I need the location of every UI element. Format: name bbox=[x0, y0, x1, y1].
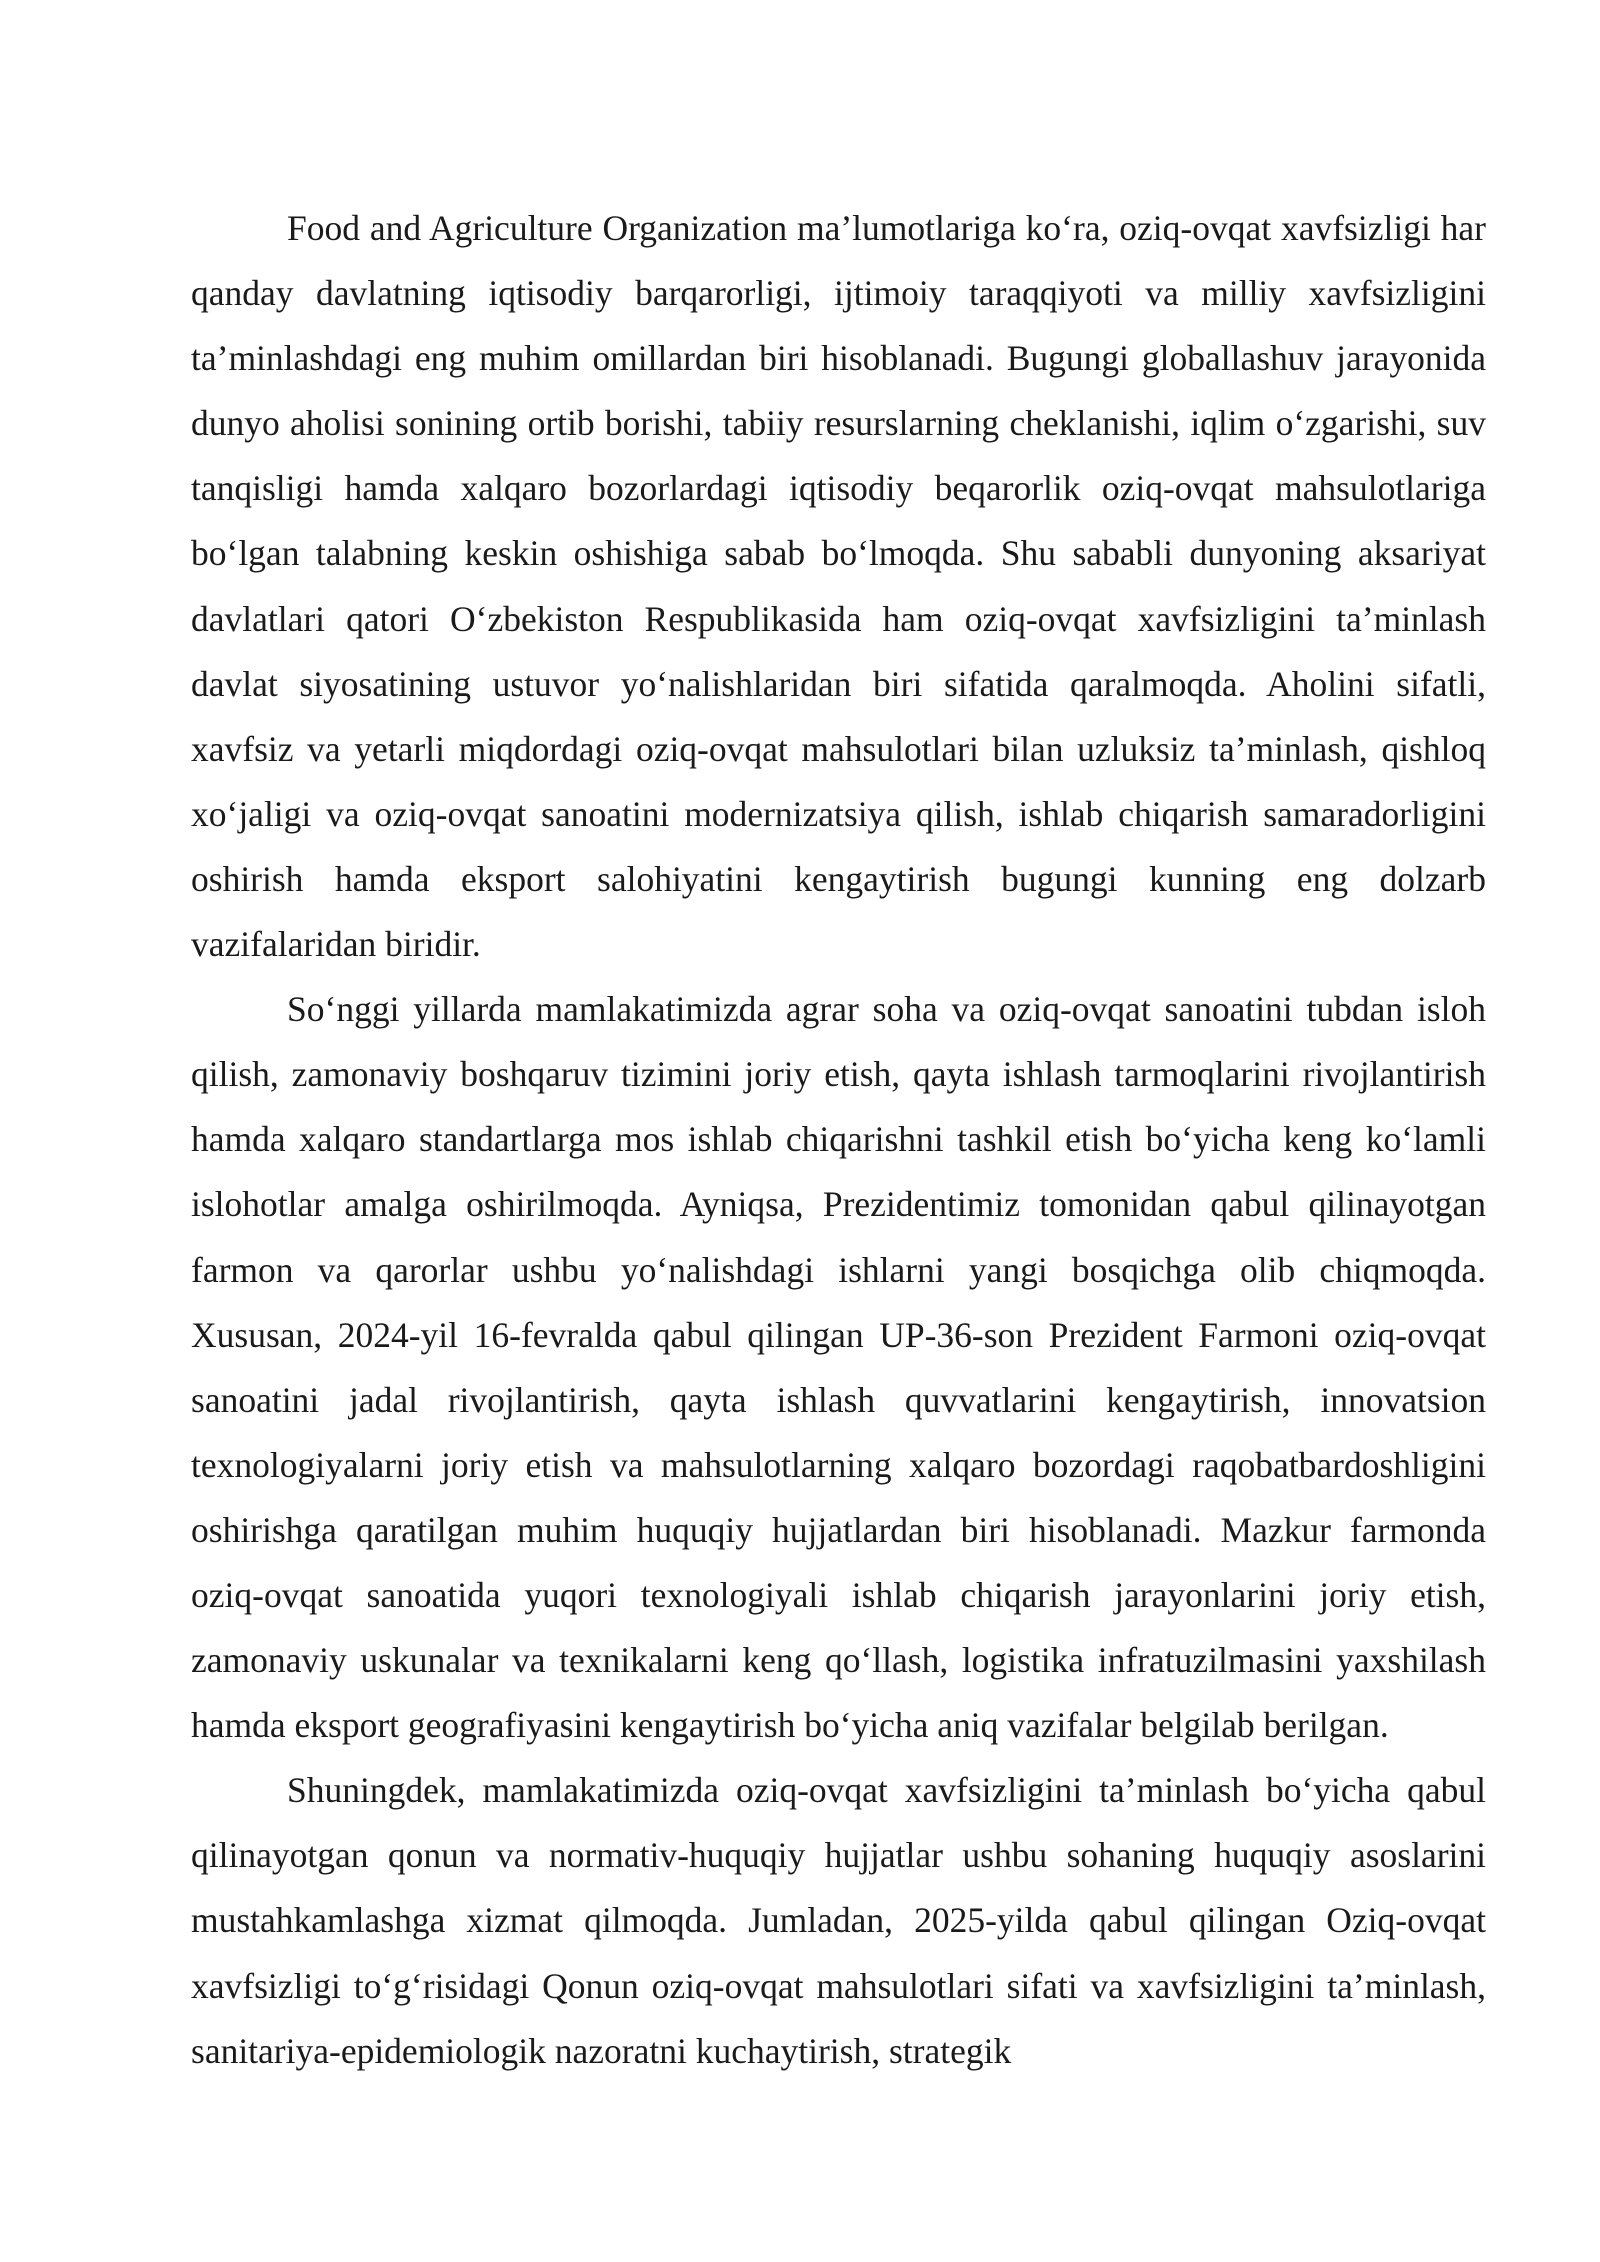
paragraph-3: Shuningdek, mamlakatimizda oziq-ovqat xavfsizligini ta’minlash bo‘yicha qabul qilinayotgan qonun va normativ-huquqiy hujjatlar ushbu sohaning huquqiy asoslarini mustahkamlashga xizmat qilmoqda. Jumladan, 2025-yilda qabul qilingan Oziq-ovqat xavfsizligi to‘g‘risidagi Qonun oziq-ovqat mahsulotlari sifati va xavfsizligini ta’minlash, sanitariya-epidemiologik nazoratni kuchaytirish, strategik bbox=[191, 1770, 1486, 2071]
document-body bbox=[191, 196, 1486, 2084]
paragraph-1: Food and Agriculture Organization ma’lumotlariga ko‘ra, oziq-ovqat xavfsizligi har qanday davlatning iqtisodiy barqarorligi, ijtimoiy taraqqiyoti va milliy xavfsizligini ta’minlashdagi eng muhim omillardan biri hisoblanadi. Bugungi globallashuv jarayonida dunyo aholisi sonining ortib borishi, tabiiy resurslarning cheklanishi, iqlim o‘zgarishi, suv tanqisligi hamda xalqaro bozorlardagi iqtisodiy beqarorlik oziq-ovqat mahsulotlariga bo‘lgan talabning keskin oshishiga sabab bo‘lmoqda. Shu sababli dunyoning aksariyat davlatlari qatori O‘zbekiston Respublikasida ham oziq-ovqat xavfsizligini ta’minlash davlat siyosatining ustuvor yo‘nalishlaridan biri sifatida qaralmoqda. Aholini sifatli, xavfsiz va yetarli miqdordagi oziq-ovqat mahsulotlari bilan uzluksiz ta’minlash, qishloq xo‘jaligi va oziq-ovqat sanoatini modernizatsiya qilish, ishlab chiqarish samaradorligini oshirish hamda eksport salohiyatini kengaytirish bugungi kunning eng dolzarb vazifalaridan biridir. bbox=[191, 208, 1486, 965]
paragraph-2: So‘nggi yillarda mamlakatimizda agrar soha va oziq-ovqat sanoatini tubdan isloh qilish, zamonaviy boshqaruv tizimini joriy etish, qayta ishlash tarmoqlarini rivojlantirish hamda xalqaro standartlarga mos ishlab chiqarishni tashkil etish bo‘yicha keng ko‘lamli islohotlar amalga oshirilmoqda. Ayniqsa, Prezidentimiz tomonidan qabul qilinayotgan farmon va qarorlar ushbu yo‘nalishdagi ishlarni yangi bosqichga olib chiqmoqda. Xususan, 2024-yil 16-fevralda qabul qilingan UP-36-son Prezident Farmoni oziq-ovqat sanoatini jadal rivojlantirish, qayta ishlash quvvatlarini kengaytirish, innovatsion texnologiyalarni joriy etish va mahsulotlarning xalqaro bozordagi raqobatbardoshligini oshirishga qaratilgan muhim huquqiy hujjatlardan biri hisoblanadi. Mazkur farmonda oziq-ovqat sanoatida yuqori texnologiyali ishlab chiqarish jarayonlarini joriy etish, zamonaviy uskunalar va texnikalarni keng qo‘llash, logistika infratuzilmasini yaxshilash hamda eksport geografiyasini kengaytirish bo‘yicha aniq vazifalar belgilab berilgan. bbox=[191, 989, 1486, 1746]
